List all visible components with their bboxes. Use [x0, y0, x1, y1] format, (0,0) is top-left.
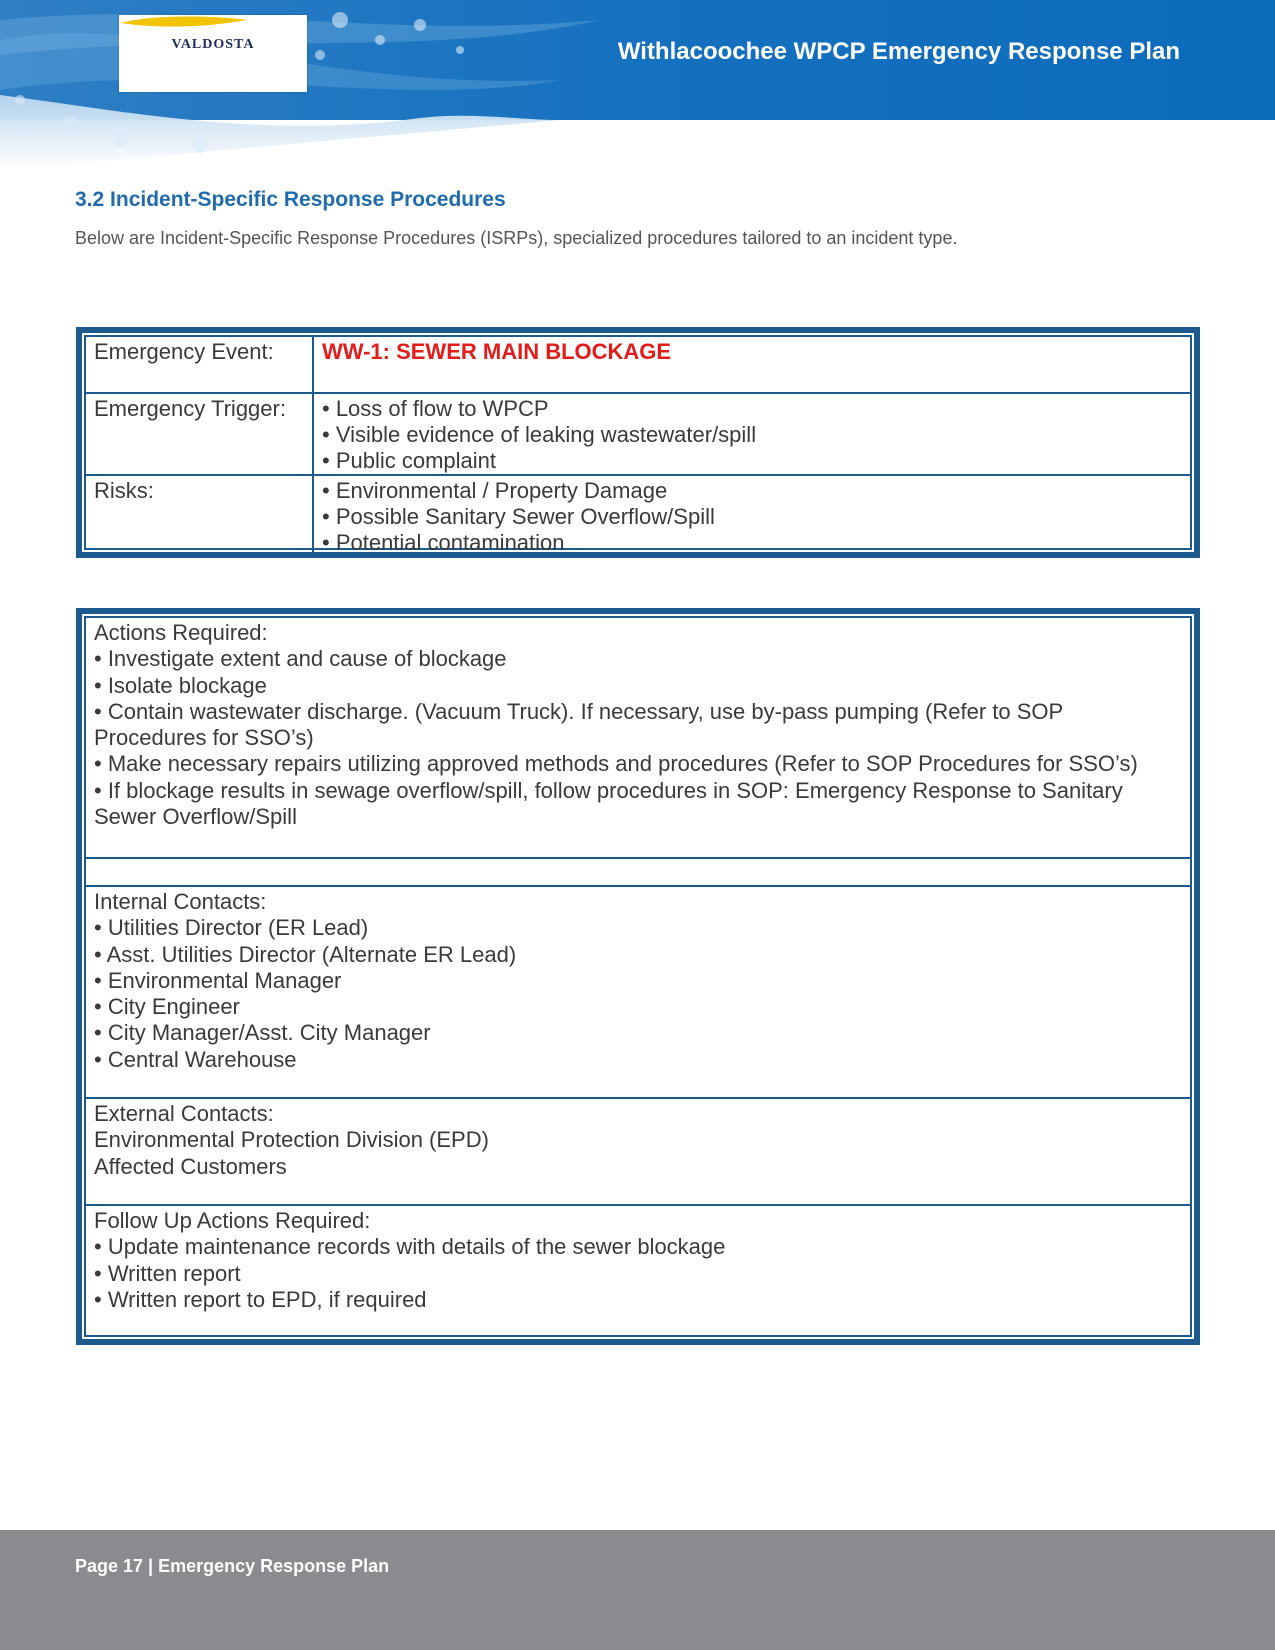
- list-item: • City Manager/Asst. City Manager: [94, 1020, 431, 1046]
- list-item: • Investigate extent and cause of blockage: [94, 646, 507, 672]
- trigger-list: [313, 393, 1190, 475]
- list-item: • Contain wastewater discharge. (Vacuum Truck). If necessary, use by-pass pumping (Refer to SOP: [94, 698, 1064, 724]
- list-item: • Make necessary repairs utilizing approved methods and procedures (Refer to SOP Procedures for SSO’s): [94, 751, 1138, 777]
- event-label: Emergency Event:: [86, 337, 313, 393]
- list-item: • Update maintenance records with details of the sewer blockage: [94, 1234, 726, 1260]
- follow-up-section: [86, 1206, 1190, 1313]
- list-item: • Potential contamination: [322, 530, 565, 555]
- risks-row: [86, 475, 1190, 556]
- list-item: • Asst. Utilities Director (Alternate ER Lead): [94, 941, 517, 967]
- empty-spacer-row: [86, 859, 1190, 887]
- follow-up-label: Follow Up Actions Required:: [94, 1208, 371, 1233]
- list-item: • Isolate blockage: [94, 672, 267, 698]
- list-item: • Utilities Director (ER Lead): [94, 915, 369, 941]
- event-row: [86, 337, 1190, 393]
- list-item: • If blockage results in sewage overflow/spill, follow procedures in SOP: Emergency Response to Sanitary: [94, 777, 1123, 803]
- list-item: • Possible Sanitary Sewer Overflow/Spill: [322, 504, 715, 529]
- list-item: Sewer Overflow/Spill: [94, 804, 297, 830]
- trigger-row: [86, 393, 1190, 475]
- section-intro: Below are Incident-Specific Response Procedures (ISRPs), specialized procedures tailored to an incident type.: [75, 228, 958, 248]
- logo-wordmark: VALDOSTA: [171, 37, 255, 52]
- list-item: • Central Warehouse: [94, 1046, 297, 1072]
- internal-contacts-label: Internal Contacts:: [94, 889, 267, 914]
- list-item: • Visible evidence of leaking wastewater/spill: [322, 422, 757, 447]
- event-title: WW-1: SEWER MAIN BLOCKAGE: [322, 339, 672, 364]
- header-banner: [0, 0, 1275, 170]
- list-item: • Environmental / Property Damage: [322, 478, 668, 503]
- list-item: • Environmental Manager: [94, 967, 342, 993]
- list-item: Procedures for SSO’s): [94, 725, 314, 751]
- list-item: • Written report to EPD, if required: [94, 1286, 427, 1312]
- valdosta-logo: [119, 15, 307, 92]
- event-summary-box: [76, 327, 1200, 558]
- page-footer: [0, 1530, 1275, 1650]
- external-contacts-section: [86, 1099, 1190, 1206]
- risks-label: Risks:: [86, 475, 313, 556]
- list-item: • Public complaint: [322, 448, 497, 473]
- actions-label: Actions Required:: [94, 620, 268, 645]
- document-title: Withlacoochee WPCP Emergency Response Plan: [617, 38, 1180, 65]
- section-heading: 3.2 Incident-Specific Response Procedures: [75, 188, 506, 211]
- event-summary-table: [86, 337, 1190, 556]
- list-item: • City Engineer: [94, 994, 240, 1020]
- trigger-label: Emergency Trigger:: [86, 393, 313, 475]
- response-details-box: [76, 608, 1200, 1345]
- footer-page-label: Page 17 | Emergency Response Plan: [75, 1556, 390, 1576]
- list-item: Affected Customers: [94, 1153, 287, 1179]
- list-item: • Written report: [94, 1260, 241, 1286]
- actions-required-section: [86, 618, 1190, 859]
- risks-list: [313, 475, 1190, 556]
- external-contacts-label: External Contacts:: [94, 1101, 274, 1126]
- list-item: • Loss of flow to WPCP: [322, 396, 549, 421]
- logo-swoosh-icon: [119, 15, 249, 29]
- event-value-cell: [313, 337, 1190, 393]
- list-item: Environmental Protection Division (EPD): [94, 1127, 489, 1153]
- internal-contacts-section: [86, 887, 1190, 1099]
